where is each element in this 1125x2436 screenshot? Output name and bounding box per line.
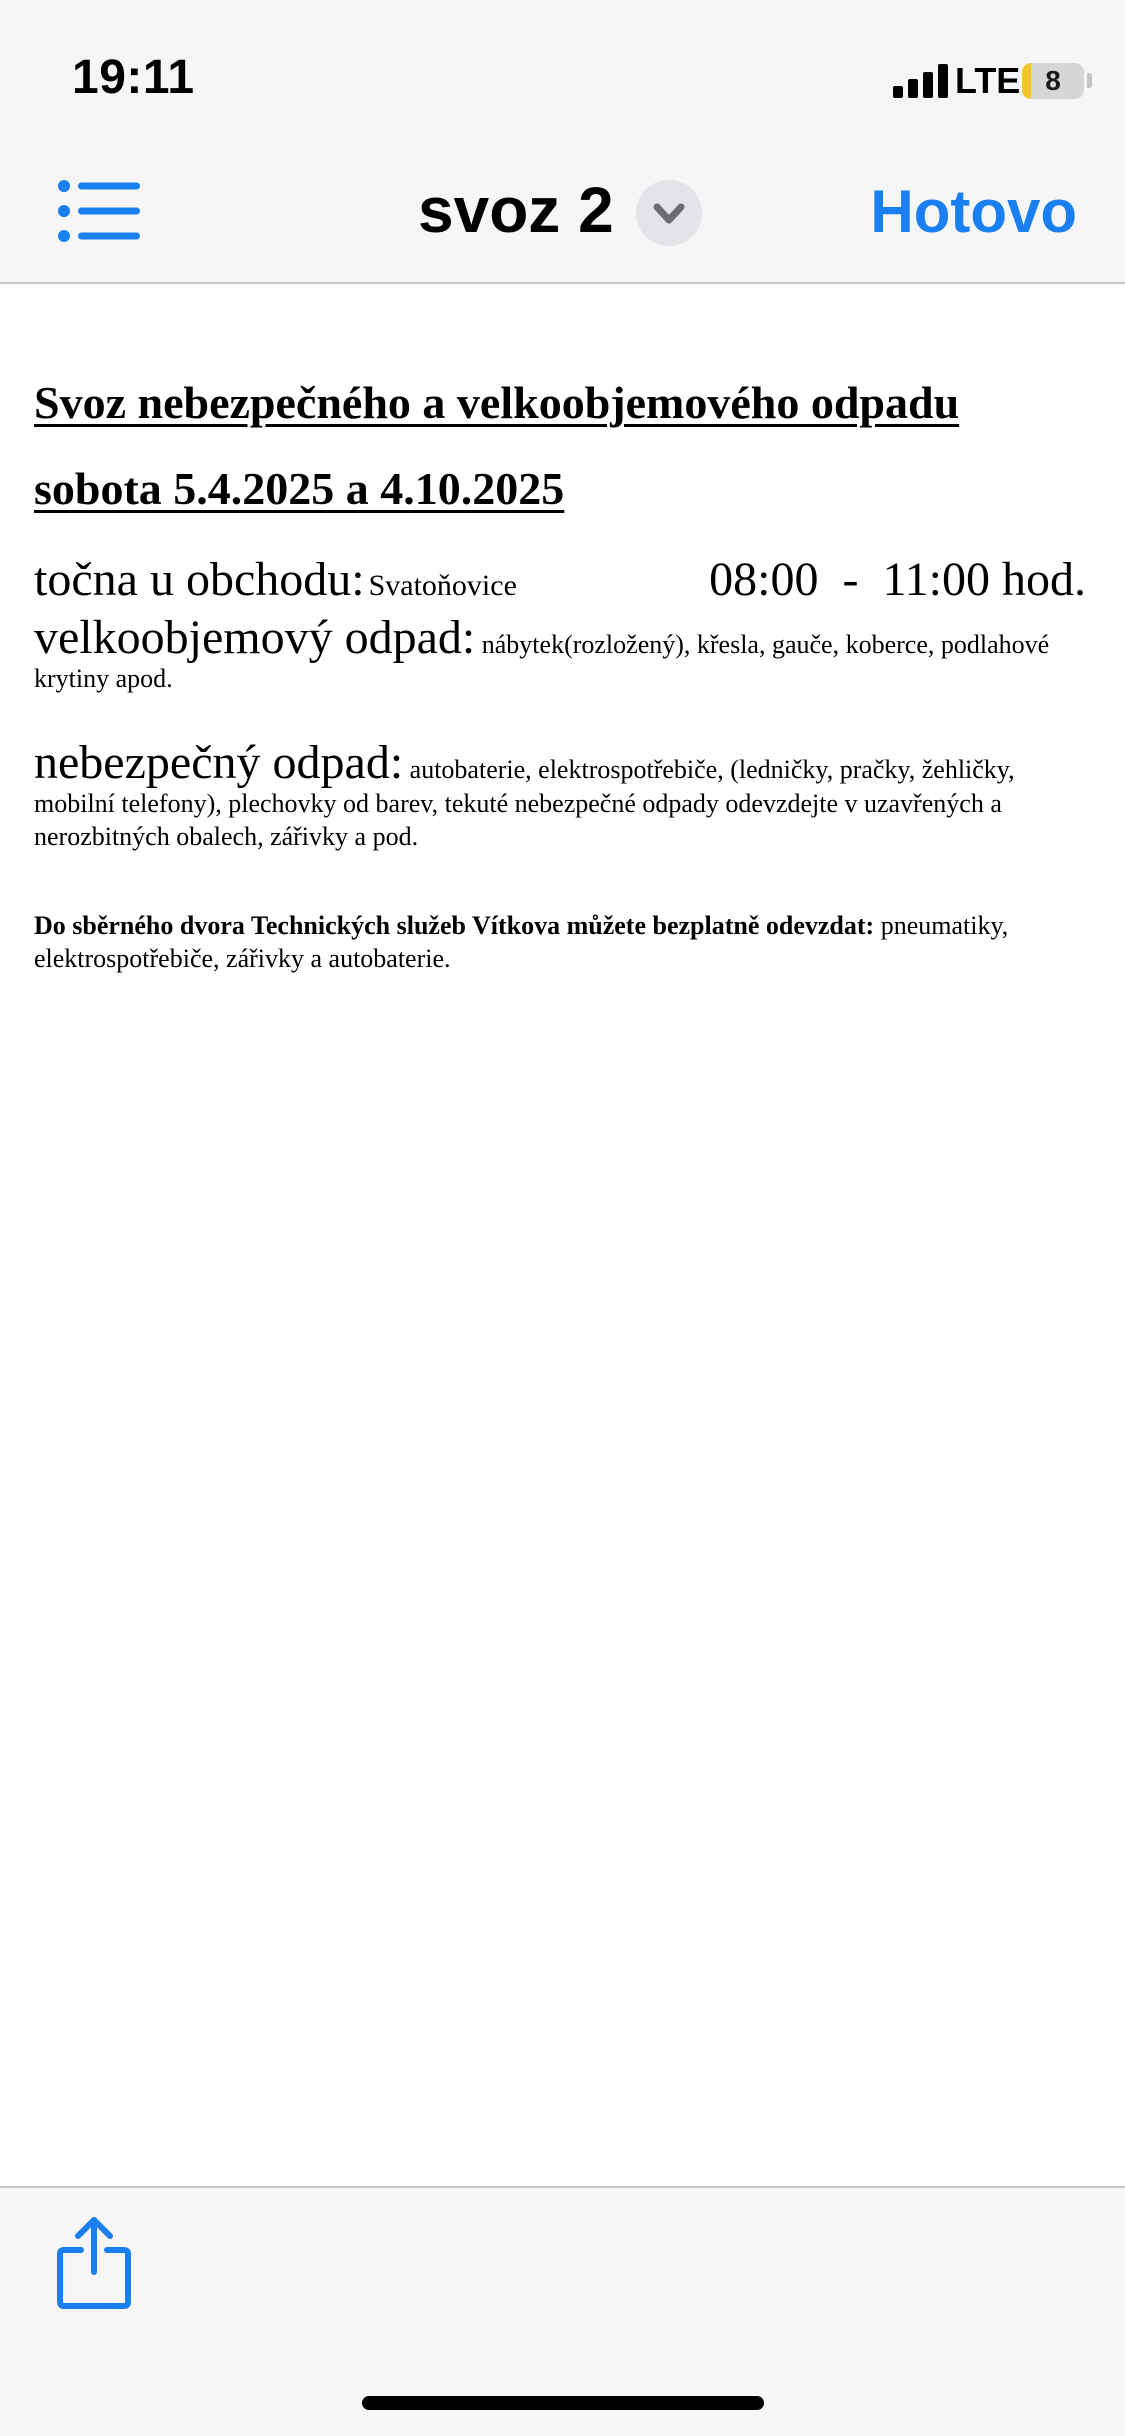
- battery-percent: 8: [1045, 65, 1061, 96]
- bulky-waste-paragraph: [34, 611, 1094, 695]
- hazardous-waste-label: nebezpečný odpad:: [34, 736, 404, 789]
- status-time: 19:11: [72, 51, 195, 104]
- done-button[interactable]: Hotovo: [870, 178, 1077, 245]
- home-indicator[interactable]: [362, 2396, 764, 2410]
- share-button[interactable]: [54, 2212, 134, 2312]
- share-icon: [54, 2212, 134, 2312]
- location-label: točna u obchodu:: [34, 553, 365, 606]
- collection-yard-text: pneumatiky, elektrospotřebiče, zářivky a autobaterie.: [34, 911, 1009, 973]
- battery-cap: [1087, 73, 1092, 88]
- collection-yard-paragraph: [34, 909, 1094, 975]
- hazardous-waste-paragraph: [34, 736, 1094, 853]
- collection-yard-bold: Do sběrného dvora Technických služeb Vítkova můžete bezplatně odevzdat:: [34, 911, 875, 940]
- document-content: [34, 360, 1094, 975]
- list-button[interactable]: [56, 178, 144, 244]
- hazardous-waste-text: autobaterie, elektrospotřebiče, (ledničky, pračky, žehličky, mobilní telefony), plechovky od barev, tekuté nebezpečné odpady odevzdejte v uzavřených a nerozbitných obalech, zářivky a pod.: [34, 755, 1015, 851]
- heading-line-1: Svoz nebezpečného a velkoobjemového odpadu: [34, 377, 960, 428]
- location-value: Svatoňovice: [368, 569, 517, 602]
- heading-line-2: sobota 5.4.2025 a 4.10.2025: [34, 463, 565, 514]
- location-row: [34, 550, 1094, 610]
- signal-icon: [893, 64, 949, 98]
- battery-icon: [1022, 63, 1084, 99]
- chevron-down-icon: [636, 180, 702, 246]
- document-title[interactable]: svoz 2: [418, 174, 614, 246]
- bulky-waste-text: nábytek(rozložený), křesla, gauče, koberce, podlahové krytiny apod.: [34, 630, 1050, 693]
- network-label: LTE: [955, 60, 1021, 101]
- list-icon: [56, 178, 144, 244]
- hours: 08:00 - 11:00 hod.: [709, 553, 1086, 606]
- title-menu-button[interactable]: [636, 180, 702, 246]
- bulky-waste-label: velkoobjemový odpad:: [34, 611, 476, 664]
